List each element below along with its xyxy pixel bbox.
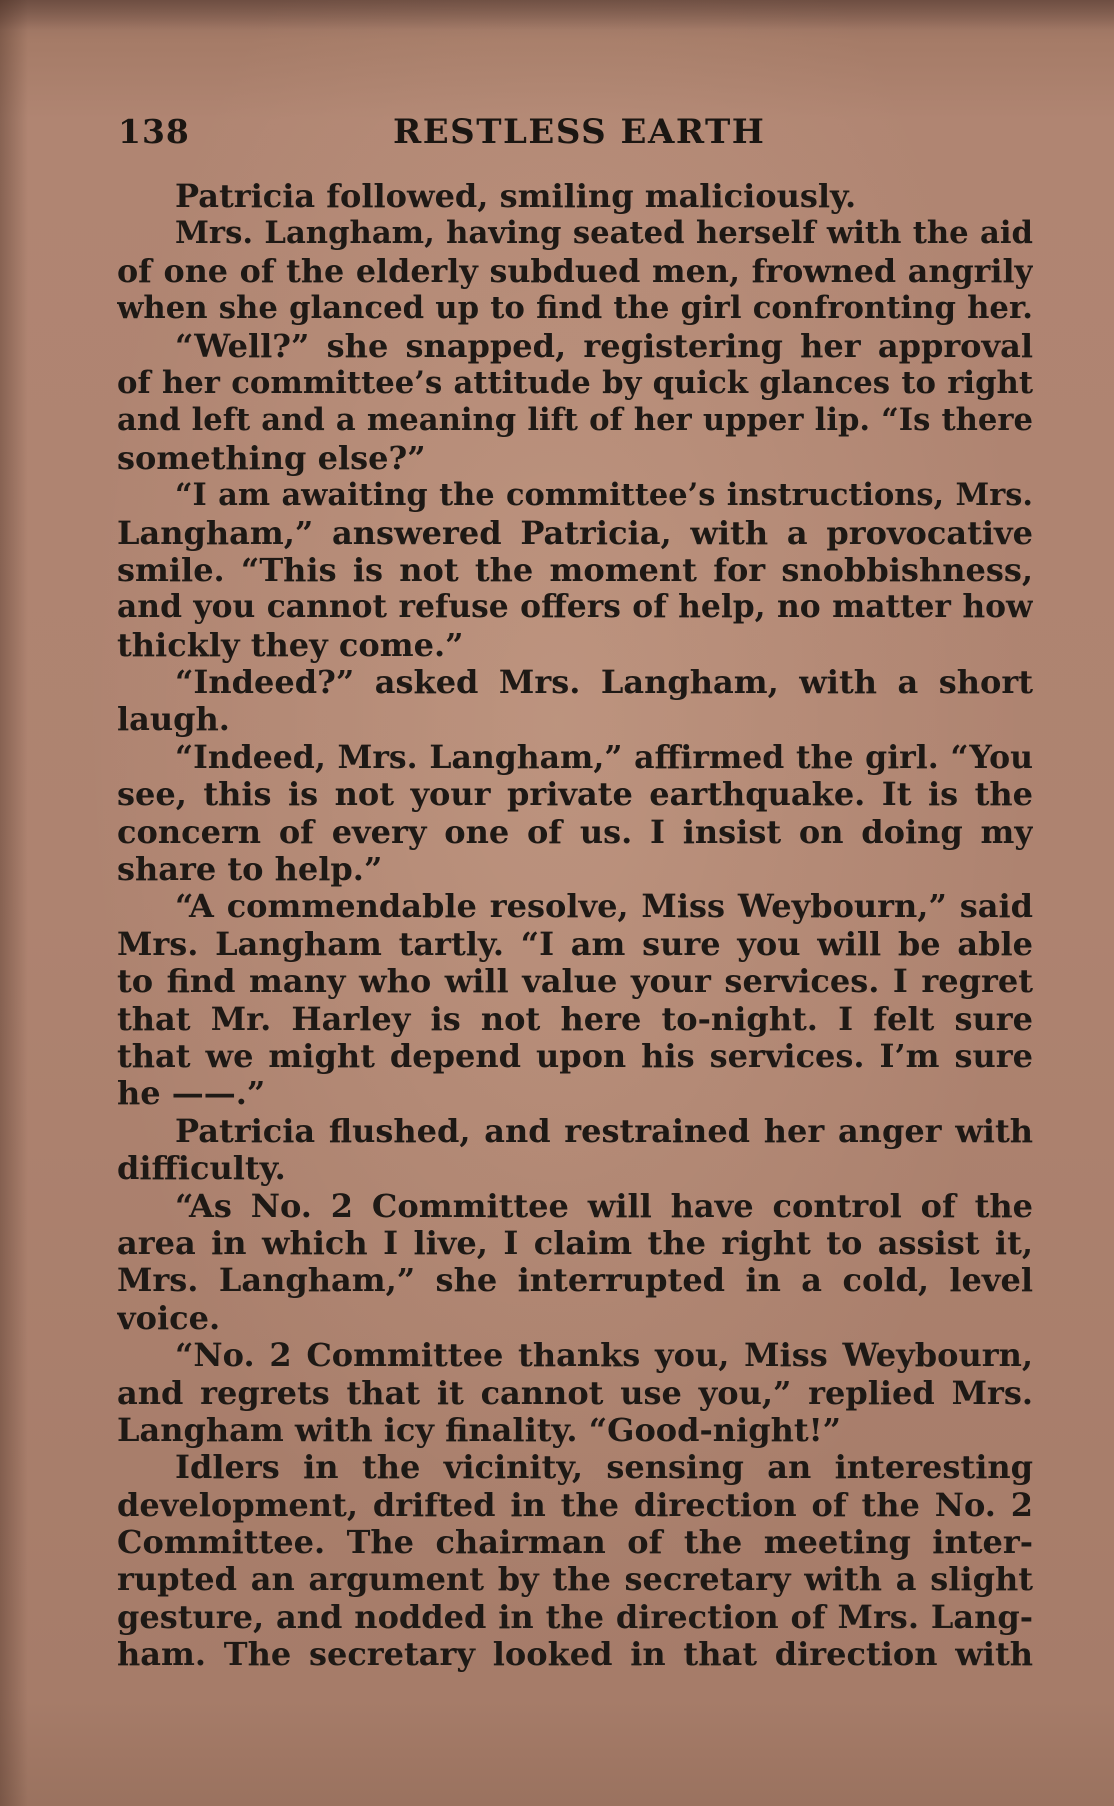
text-line: Langham,” answered Patricia, with a provocative xyxy=(117,514,1033,552)
text-line: see, this is not your private earthquake. It is the xyxy=(117,776,1033,814)
text-line: something else?” xyxy=(117,439,426,477)
text-line: development, drifted in the direction of the No. 2 xyxy=(117,1486,1033,1524)
text-line: “Indeed?” asked Mrs. Langham, with a short xyxy=(175,664,1033,702)
text-line: “No. 2 Committee thanks you, Miss Weybourn, xyxy=(175,1337,1033,1375)
text-line: he ——.” xyxy=(117,1075,266,1113)
text-line: when she glanced up to find the girl confronting her. xyxy=(117,290,1033,327)
text-line: Patricia flushed, and restrained her anger with xyxy=(175,1112,1033,1150)
page-number: 138 xyxy=(118,112,190,151)
text-line: laugh. xyxy=(117,701,230,739)
text-line: thickly they come.” xyxy=(117,626,464,664)
text-line: “As No. 2 Committee will have control of the xyxy=(175,1187,1033,1225)
running-title: RESTLESS EARTH xyxy=(393,112,766,152)
text-line: smile. “This is not the moment for snobbishness, xyxy=(117,551,1033,589)
text-line: and left and a meaning lift of her upper lip. “Is there xyxy=(117,402,1033,439)
text-line: of her committee’s attitude by quick glances to right xyxy=(117,364,1033,401)
text-line: gesture, and nodded in the direction of Mrs. Lang- xyxy=(117,1598,1033,1636)
page-left-shadow xyxy=(0,0,28,1806)
text-line: rupted an argument by the secretary with a slight xyxy=(117,1561,1033,1599)
text-line: concern of every one of us. I insist on doing my xyxy=(117,813,1033,851)
page-header xyxy=(118,112,1034,160)
text-line: Mrs. Langham tartly. “I am sure you will be able xyxy=(117,925,1033,963)
text-line: to find many who will value your services. I regret xyxy=(117,963,1033,1001)
text-line: Idlers in the vicinity, sensing an interesting xyxy=(175,1449,1033,1487)
text-line: Patricia followed, smiling maliciously. xyxy=(175,178,857,215)
text-line: Mrs. Langham,” she interrupted in a cold, level xyxy=(117,1262,1033,1300)
text-line: difficulty. xyxy=(117,1150,286,1188)
text-line: and you cannot refuse offers of help, no matter how xyxy=(117,589,1033,626)
text-line: “A commendable resolve, Miss Weybourn,” said xyxy=(175,888,1033,926)
text-line: that Mr. Harley is not here to-night. I felt sure xyxy=(117,1000,1033,1038)
text-line: of one of the elderly subdued men, frowned angrily xyxy=(117,252,1033,290)
text-line: voice. xyxy=(117,1299,221,1337)
text-line: Langham with icy finality. “Good-night!” xyxy=(117,1411,842,1449)
text-line: “Well?” she snapped, registering her approval xyxy=(175,327,1033,365)
text-line: “Indeed, Mrs. Langham,” affirmed the girl. “You xyxy=(175,738,1033,776)
text-line: share to help.” xyxy=(117,851,383,889)
text-line: Mrs. Langham, having seated herself with the aid xyxy=(175,215,1033,252)
text-line: and regrets that it cannot use you,” replied Mrs. xyxy=(117,1374,1033,1412)
text-line: area in which I live, I claim the right to assist it, xyxy=(117,1224,1033,1262)
text-line: ham. The secretary looked in that direction with xyxy=(117,1636,1033,1674)
text-line: “I am awaiting the committee’s instructions, Mrs. xyxy=(175,477,1033,514)
page-top-shadow xyxy=(0,0,1114,30)
body-text xyxy=(117,178,1033,1674)
text-line: that we might depend upon his services. I’m sure xyxy=(117,1037,1033,1075)
text-line: Committee. The chairman of the meeting inter- xyxy=(117,1524,1033,1562)
